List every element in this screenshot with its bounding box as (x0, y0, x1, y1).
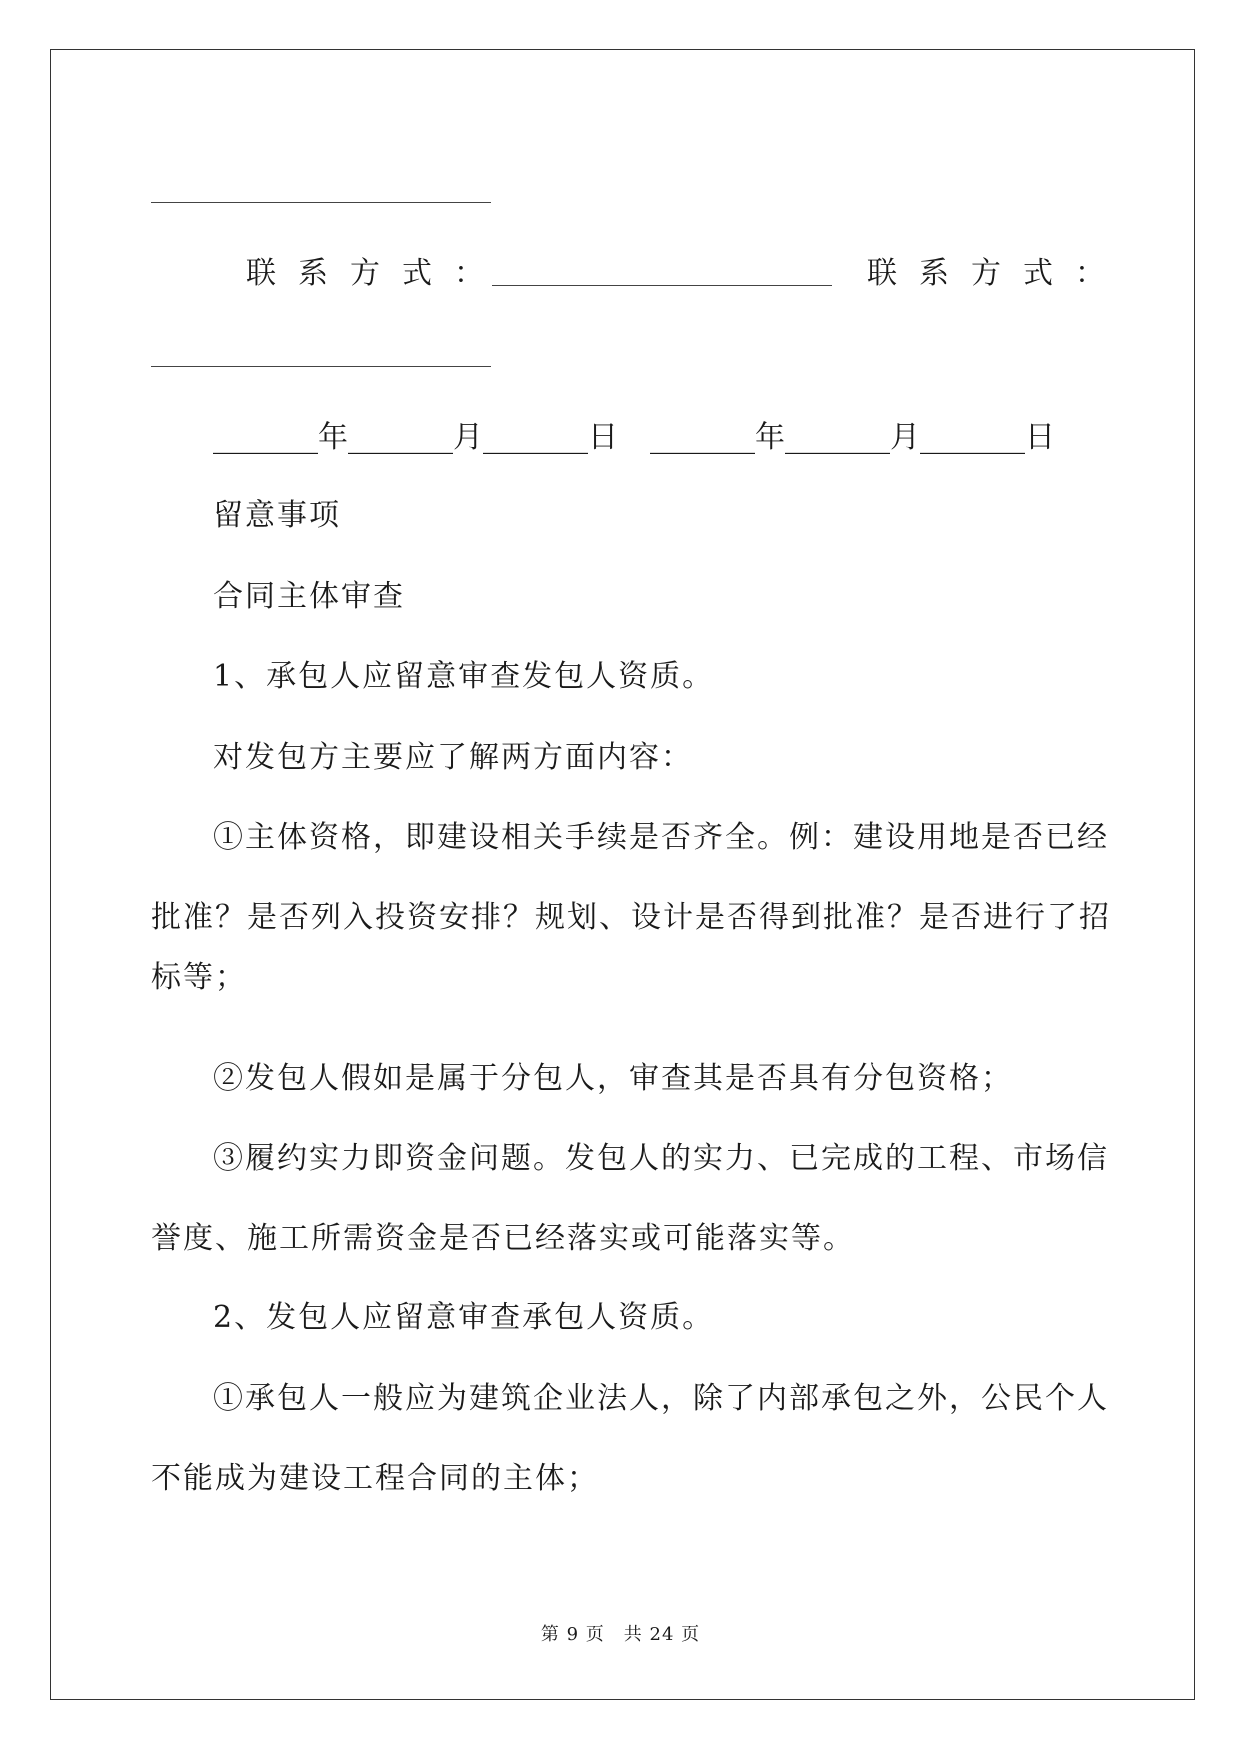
blank-line-top (151, 202, 491, 203)
paragraph-employer-content: 对发包方主要应了解两方面内容： (213, 740, 693, 775)
date-right: _______年_______月_______日 (650, 420, 1055, 455)
blank-line-middle (151, 366, 491, 367)
contact-label-left: 联系方式： (246, 256, 506, 291)
paragraph-circle-1-line-3: 标等； (151, 960, 247, 995)
paragraph-contractor-line-2: 不能成为建设工程合同的主体； (151, 1461, 599, 1496)
date-left: _______年_______月_______日 (213, 420, 618, 455)
paragraph-circle-1-line-1: ①主体资格，即建设相关手续是否齐全。例：建设用地是否已经 (213, 820, 1109, 855)
paragraph-circle-1-line-2: 批准？是否列入投资安排？规划、设计是否得到批准？是否进行了招 (151, 900, 1111, 935)
blank-line-contact-left (492, 285, 832, 286)
paragraph-contractor-line-1: ①承包人一般应为建筑企业法人，除了内部承包之外，公民个人 (213, 1381, 1109, 1416)
contact-label-right: 联系方式： (867, 256, 1127, 291)
paragraph-item-1: 1、承包人应留意审查发包人资质。 (213, 659, 715, 694)
heading-notes: 留意事项 (213, 498, 341, 533)
page-number-footer: 第 9 页 共 24 页 (540, 1624, 701, 1645)
paragraph-circle-3-line-2: 誉度、施工所需资金是否已经落实或可能落实等。 (151, 1221, 855, 1256)
page-frame (50, 49, 1195, 1700)
paragraph-item-2: 2、发包人应留意审查承包人资质。 (213, 1300, 715, 1335)
paragraph-circle-2: ②发包人假如是属于分包人，审查其是否具有分包资格； (213, 1061, 1013, 1096)
paragraph-circle-3-line-1: ③履约实力即资金问题。发包人的实力、已完成的工程、市场信 (213, 1141, 1109, 1176)
heading-subject-review: 合同主体审查 (213, 579, 405, 614)
